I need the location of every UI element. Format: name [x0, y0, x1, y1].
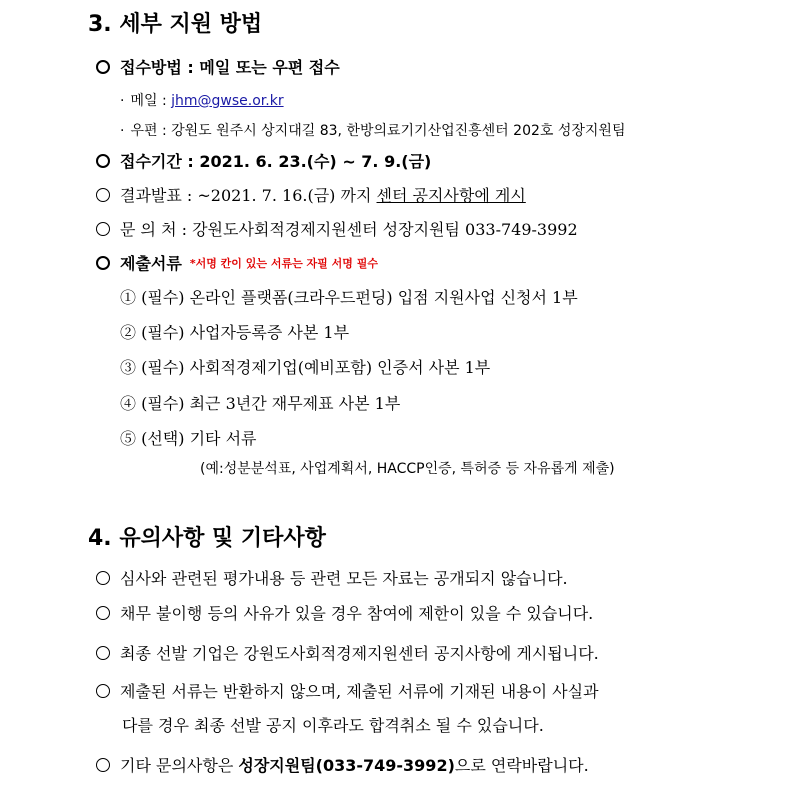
email-link[interactable]: jhm@gwse.or.kr — [171, 93, 284, 109]
contact-text: 문 의 처 : 강원도사회적경제지원센터 성장지원팀 033-749-3992 — [120, 220, 578, 239]
doc-item-3: ③ (필수) 사회적경제기업(예비포함) 인증서 사본 1부 — [120, 358, 491, 377]
doc-item-5: ⑤ (선택) 기타 서류 — [120, 429, 257, 448]
last-bold: 성장지원팀(033-749-3992) — [238, 756, 455, 775]
result-text: 결과발표 : ~2021. 7. 16.(금) 까지 — [120, 186, 377, 205]
notice-item-3 — [96, 646, 599, 662]
notice-text: 채무 불이행 등의 사유가 있을 경우 참여에 제한이 있을 수 있습니다. — [120, 604, 594, 623]
circle-bullet-icon — [96, 222, 110, 236]
circle-bullet-icon — [96, 571, 110, 585]
notice-text: 제출된 서류는 반환하지 않으며, 제출된 서류에 기재된 내용이 사실과 — [120, 682, 599, 701]
method-line — [96, 60, 340, 76]
docs-label: 제출서류 — [120, 254, 182, 273]
circle-bullet-icon — [96, 758, 110, 772]
notice-text: 심사와 관련된 평가내용 등 관련 모든 자료는 공개되지 않습니다. — [120, 569, 568, 588]
dot-bullet-icon: · — [120, 93, 125, 109]
period-line — [96, 154, 431, 170]
circle-bullet-icon — [96, 684, 110, 698]
last-suffix: 으로 연락바랍니다. — [454, 756, 589, 775]
last-prefix: 기타 문의사항은 — [120, 756, 239, 775]
dot-bullet-icon: · — [120, 123, 125, 139]
circle-bullet-icon — [96, 606, 110, 620]
notice-item-4-cont: 다를 경우 최종 선발 공지 이후라도 합격취소 될 수 있습니다. — [122, 716, 544, 735]
notice-item-4 — [96, 684, 599, 700]
notice-item-last — [96, 758, 589, 774]
notice-text: 최종 선발 기업은 강원도사회적경제지원센터 공지사항에 게시됩니다. — [120, 644, 599, 663]
doc-example: (예:성분분석표, 사업계획서, HACCP인증, 특허증 등 자유롭게 제출) — [200, 461, 615, 477]
email-line — [120, 94, 284, 108]
doc-item-2: ② (필수) 사업자등록증 사본 1부 — [120, 323, 350, 342]
result-link[interactable]: 센터 공지사항에 게시 — [376, 186, 526, 205]
section4-title: 4. 유의사항 및 기타사항 — [88, 526, 326, 551]
result-line — [96, 188, 526, 204]
doc-item-4: ④ (필수) 최근 3년간 재무제표 사본 1부 — [120, 394, 401, 413]
email-label: 메일 : — [130, 93, 172, 109]
post-line — [120, 124, 625, 138]
circle-bullet-icon — [96, 256, 110, 270]
circle-bullet-icon — [96, 188, 110, 202]
notice-item-2 — [96, 606, 593, 622]
docs-line — [96, 256, 378, 272]
contact-line — [96, 222, 578, 238]
period-text: 접수기간 : 2021. 6. 23.(수) ~ 7. 9.(금) — [120, 152, 432, 171]
circle-bullet-icon — [96, 154, 110, 168]
post-text: 우편 : 강원도 원주시 상지대길 83, 한방의료기기산업진흥센터 202호 성장지원팀 — [130, 123, 626, 139]
section3-title: 3. 세부 지원 방법 — [88, 12, 263, 37]
docs-note: *서명 칸이 있는 서류는 자필 서명 필수 — [189, 257, 378, 270]
circle-bullet-icon — [96, 60, 110, 74]
doc-item-1: ① (필수) 온라인 플랫폼(크라우드펀딩) 입점 지원사업 신청서 1부 — [120, 288, 578, 307]
method-text: 접수방법 : 메일 또는 우편 접수 — [120, 58, 340, 77]
circle-bullet-icon — [96, 646, 110, 660]
notice-item-1 — [96, 571, 568, 587]
